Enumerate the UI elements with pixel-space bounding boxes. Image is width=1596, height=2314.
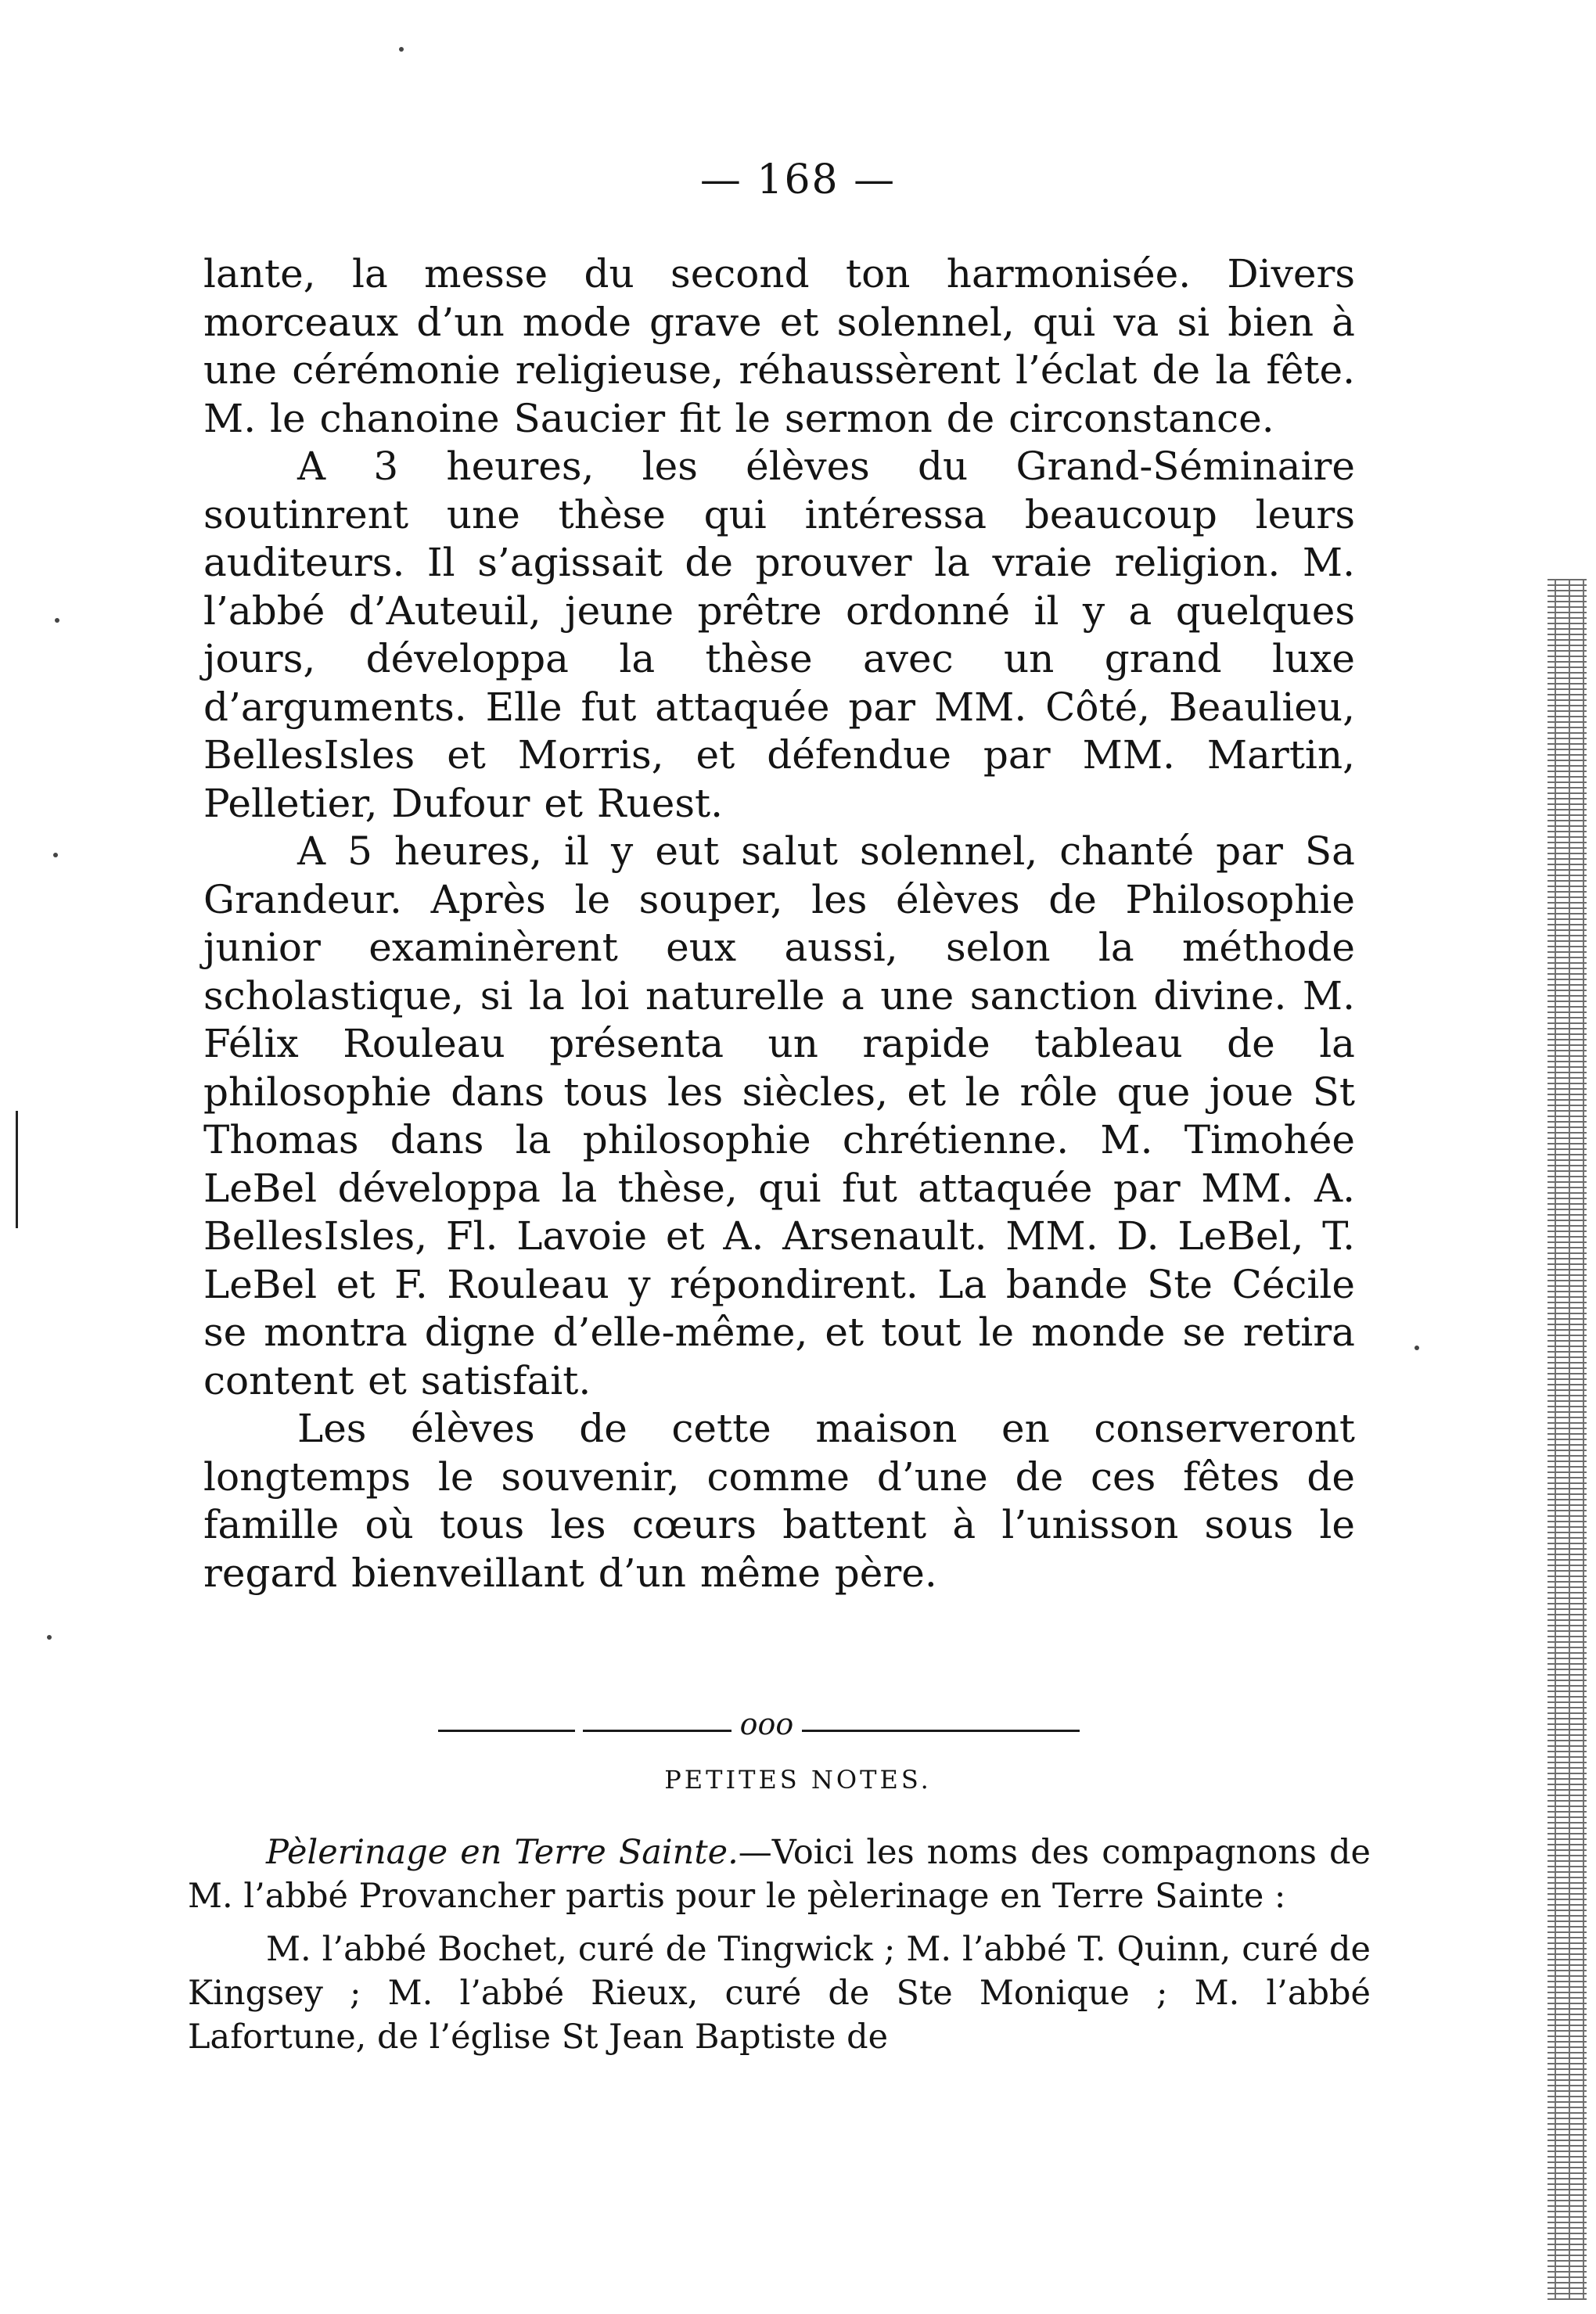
note-title: Pèlerinage en Terre Sainte. bbox=[266, 1833, 739, 1872]
section-heading: PETITES NOTES. bbox=[664, 1765, 932, 1795]
notes-text bbox=[188, 1831, 1371, 2068]
note-body: —Voici les noms des compagnons de M. l’abbé Provancher partis pour le pèlerinage en Terre Sainte : bbox=[188, 1833, 1371, 1916]
divider-rule bbox=[802, 1730, 1080, 1732]
scan-margin-mark bbox=[16, 1111, 18, 1228]
section-divider bbox=[438, 1705, 1080, 1752]
scan-speck bbox=[53, 853, 58, 857]
scan-speck bbox=[55, 618, 59, 623]
scan-speck bbox=[399, 47, 404, 52]
scan-edge-artifact bbox=[1547, 579, 1587, 2300]
scan-speck bbox=[47, 1635, 52, 1640]
main-text bbox=[203, 250, 1355, 1597]
page-number: — 168 — bbox=[699, 156, 897, 203]
note-paragraph bbox=[188, 1831, 1371, 1918]
note-paragraph-names: M. l’abbé Bochet, curé de Tingwick ; M. l’abbé T. Quinn, curé de Kingsey ; M. l’abbé Rieux, curé de Ste Monique ; M. l’abbé Lafortune, de l’église St Jean Baptiste de bbox=[188, 1930, 1371, 2057]
divider-rule bbox=[438, 1730, 575, 1732]
scan-speck bbox=[1414, 1346, 1419, 1350]
divider-rule bbox=[583, 1730, 732, 1732]
paragraph-seminary-thesis: A 3 heures, les élèves du Grand-Séminaire soutinrent une thèse qui intéressa beaucoup leurs auditeurs. Il s’agissait de prouver la vraie religion. M. l’abbé d’Auteuil, jeune prêtre ordonné il y a quelques jours, développa la thèse avec un grand luxe d’arguments. Elle fut attaquée par MM. Côté, Beaulieu, BellesIsles et Morris, et défendue par MM. Martin, Pelletier, Dufour et Ruest. bbox=[203, 444, 1355, 826]
paragraph-closing: Les élèves de cette maison en conserveront longtemps le souvenir, comme d’une de ces fêtes de famille où tous les cœurs battent à l’unisson sous le regard bienveillant d’un même père. bbox=[203, 1406, 1355, 1596]
divider-ornament: ooo bbox=[739, 1707, 794, 1741]
paragraph-philosophy-thesis: A 5 heures, il y eut salut solennel, chanté par Sa Grandeur. Après le souper, les élèves de Philosophie junior examinèrent eux aussi, selon la méthode scholastique, si la loi naturelle a une sanction divine. M. Félix Rouleau présenta un rapide tableau de la philosophie dans tous les siècles, et le rôle que joue St Thomas dans la philosophie chrétienne. M. Timohée LeBel développa la thèse, qui fut attaquée par MM. A. BellesIsles, Fl. Lavoie et A. Arsenault. MM. D. LeBel, T. LeBel et F. Rouleau y répondirent. La bande Ste Cécile se montra digne d’elle-même, et tout le monde se retira content et satisfait. bbox=[203, 828, 1355, 1403]
paragraph-continued: lante, la messe du second ton harmonisée. Divers morceaux d’un mode grave et solennel, qui va si bien à une cérémonie religieuse, réhaussèrent l’éclat de la fête. M. le chanoine Saucier fit le sermon de circonstance. bbox=[203, 251, 1355, 441]
